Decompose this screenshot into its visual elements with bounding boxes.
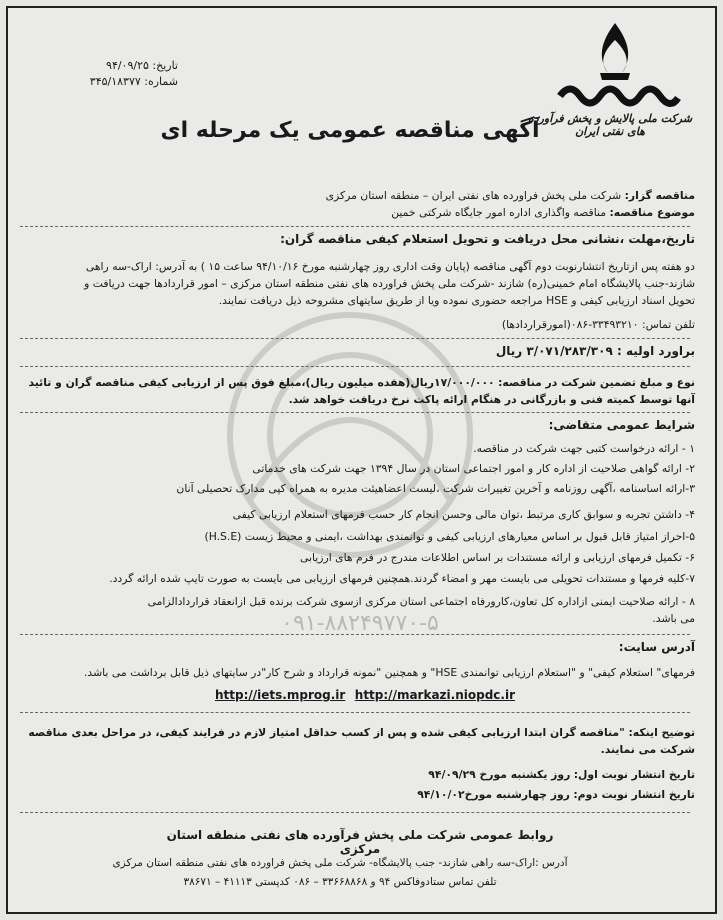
contact-phone: تلفن تماس: ۳۳۴۹۳۲۱۰-۰۸۶(امورقراردادها) [501,318,695,331]
note-label: توضیح اینکه: [628,726,695,739]
phone-strip-watermark: ۰۹۱-۸۸۲۴۹۷۷۰-۵ [281,611,439,636]
condition-item: ۶- تکمیل فرمهای ارزیابی و ارائه مستندات بر اساس اطلاعات مندرج در فرم های ارزیابی [299,551,695,564]
subject-line [20,204,695,221]
number-line: شماره: ۳۴۵/۱۸۳۷۷ [89,75,178,88]
divider [20,226,690,227]
date-line: تاریخ: ۹۴/۰۹/۲۵ [106,59,178,72]
tender-label: مناقصه گزار: [624,189,695,202]
estimate-line [20,344,695,358]
subject-label: موضوع مناقصه: [609,206,695,219]
divider [20,812,690,813]
page-title: آگهی مناقصه عمومی یک مرحله ای [160,118,540,143]
guarantee-value: ۱۷/۰۰۰/۰۰۰ریال(هفده میلیون ریال)،مبلغ فوق پس از ارزیابی کیفی مناقصه گران و تائید [28,376,495,389]
time-line-1: دو هفته پس ازتاریخ انتشارنوبت دوم آگهی مناقصه (پایان وقت اداری روز چهارشنبه مورخ ۹۴/۱۰/۱۶ ساعت ۱۵ ) به آدرس: اراک-سه راهی [85,260,695,273]
publication-first-value: روز یکشنبه مورخ ۹۴/۰۹/۲۹ [428,768,571,781]
footer-title: روابط عمومی شرکت ملی پخش فرآورده های نفتی منطقه استان مرکزی [166,828,554,856]
tender-line [20,187,695,204]
conditions-heading: شرایط عمومی متقاضی: [548,418,695,432]
tender-value: شرکت ملی پخش فراورده های نفتی ایران – منطقه استان مرکزی [325,189,622,202]
note-line-2: شرکت می نمایند. [600,743,695,756]
condition-item: ۲- ارائه گواهی صلاحیت از اداره کار و امور اجتماعی استان در سال ۱۳۹۴ جهت شرکت های خدماتی [252,462,695,475]
divider [20,338,690,339]
condition-item: ۴- داشتن تجربه و سوابق کاری مرتبط ،توان مالی وحسن انجام کار حسب فرمهای استعلام ارزیابی کیفی [232,508,695,521]
condition-item: ۸ - ارائه صلاحیت ایمنی ازاداره کل تعاون،کارورفاه اجتماعی استان مرکزی ازسوی شرکت برنده قبل ازانعقاد قراردادالزامی [147,595,695,608]
time-line-3: تحویل اسناد ارزیابی کیفی و HSE مراجعه حضوری نموده ویا از طریق سایتهای مشروحه ذیل دریافت نمایند. [218,294,695,307]
guarantee-line-2: آنها توسط کمیته فنی و بازرگانی در هنگام ارائه پاکت نرخ دریافت خواهد شد. [288,393,695,406]
condition-item: ۷-کلیه فرمها و مستندات تحویلی می بایست مهر و امضاء گردند.همچنین فرمهای ارزیابی می بایست به صورت تایپ شده ارائه گردد. [109,572,695,585]
divider [20,412,690,413]
sites-heading: آدرس سایت: [618,640,695,654]
publication-second [20,786,695,803]
link-markazi[interactable]: http://markazi.niopdc.ir [354,688,515,702]
divider [20,634,690,635]
note-text: "مناقصه گران ابتدا ارزیابی کیفی شده و پس از کسب حداقل امتیاز لازم در فرایند کیفی، در مراحل بعدی مناقصه [28,726,625,739]
publication-second-value: روز چهارشنبه مورخ۹۴/۱۰/۰۲ [417,788,570,801]
publication-first-label: تاریخ انتشار نوبت اول: [573,768,695,781]
sites-links [215,688,515,702]
estimate-value: ۳/۰۷۱/۲۸۳/۳۰۹ ریال [495,344,613,358]
time-line-2: شازند-جنب پالایشگاه امام خمینی(ره) شازند -شرکت ملی پخش فراورده های نفتی منطقه استان مرکزی – امور قراردادها جهت دریافت و [84,277,695,290]
guarantee-line-1 [20,374,695,391]
link-iets[interactable]: http://iets.mprog.ir [215,688,346,702]
organization-caption: شرکت ملی پالایش و پخش فرآورده های نفتی ایران [527,112,693,138]
reference-block [8,58,178,90]
time-section-heading: تاریخ،مهلت ،نشانی محل دریافت و تحویل استعلام کیفی مناقصه گران: [280,232,695,246]
publication-second-label: تاریخ انتشار نوبت دوم: [573,788,695,801]
subject-value: مناقصه واگذاری اداره امور جایگاه شرکتی خمین [391,206,607,219]
condition-item: ۱ - ارائه درخواست کتبی جهت شرکت در مناقصه. [473,442,695,455]
condition-item: ۳-ارائه اساسنامه ،آگهی روزنامه و آخرین تغییرات شرکت ،لیست اعضاهیئت مدیره به همراه کپی مدارک تحصیلی آنان [176,482,695,495]
sites-text: فرمهای" استعلام کیفی" و "استعلام ارزیابی توانمندی HSE" و همچنین "نمونه قرارداد و شرح کار"در سایتهای ذیل قابل برداشت می باشد. [84,666,695,679]
footer-address: آدرس :اراک-سه راهی شازند- جنب پالایشگاه- شرکت ملی پخش فراورده های نفتی منطقه استان مرکزی [112,857,568,869]
footer-phones: تلفن تماس ستادوفاکس ۹۴ و ۳۳۶۶۸۸۶۸ – ۰۸۶ کدپستی ۴۱۱۱۳ – ۳۸۶۷۱ [183,876,497,888]
condition-item: می باشد. [652,612,695,625]
guarantee-label: نوع و مبلغ تضمین شرکت در مناقصه: [498,376,695,389]
estimate-label: براورد اولیه : [616,344,695,358]
condition-item: ۵-احراز امتیاز قابل قبول بر اساس معیارهای ارزیابی کیفی و توانمندی بهداشت ،ایمنی و محیط زیست (H.S.E) [204,530,695,543]
divider [20,366,690,367]
note-line-1 [20,724,695,741]
publication-first [20,766,695,783]
divider [20,712,690,713]
